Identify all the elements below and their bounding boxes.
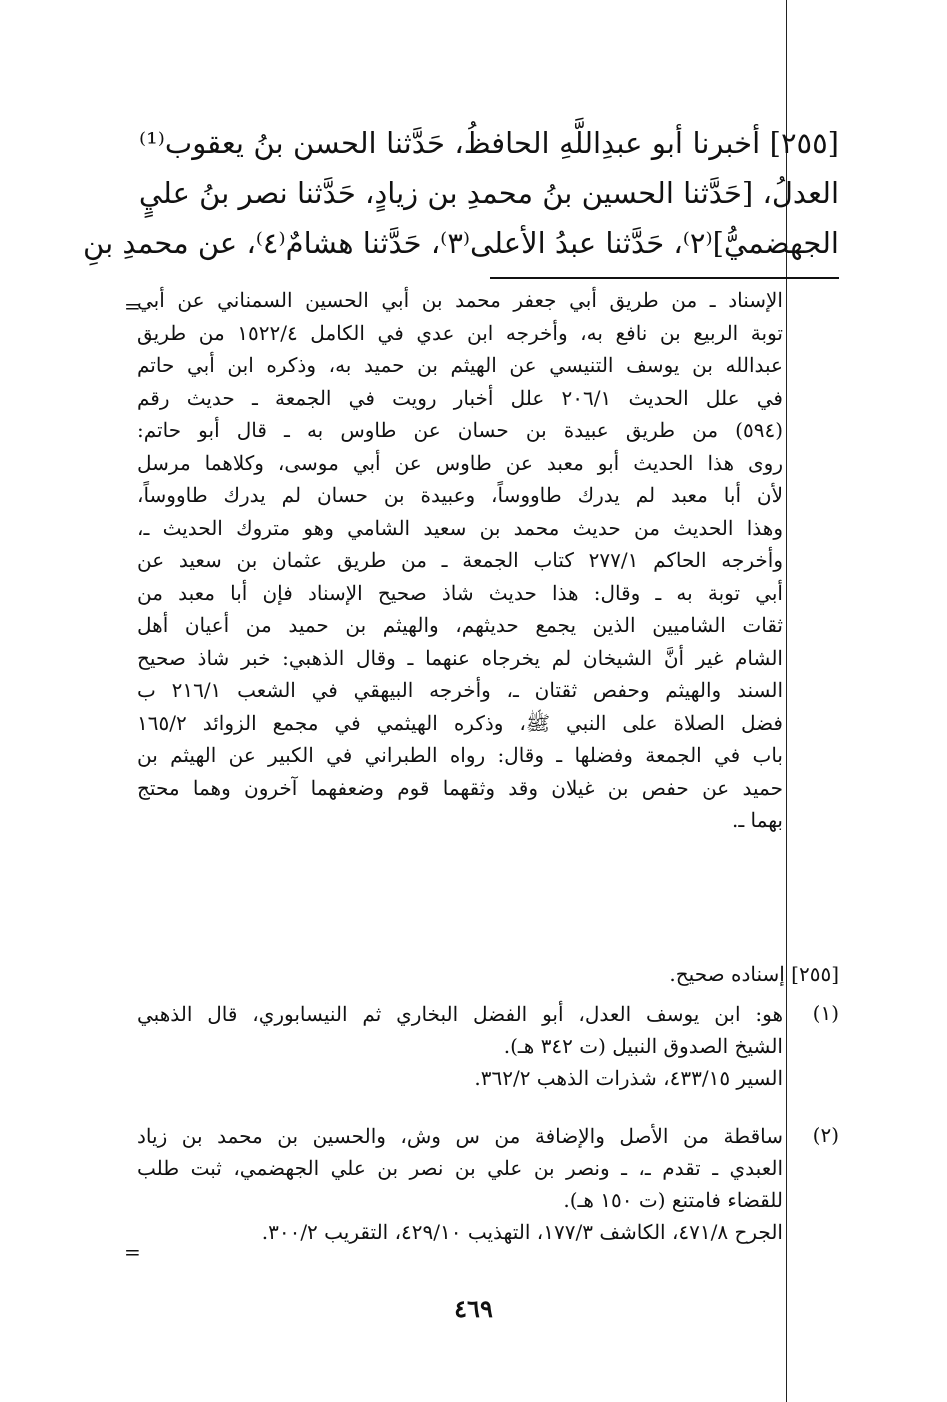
footnote-line: توبة الربيع بن نافع به، وأخرجه ابن عدي في الكامل ١٥٢٢/٤ من طريق (137, 320, 783, 345)
footnote-1 (137, 998, 783, 1094)
page-number: ٤٦٩ (454, 1294, 493, 1323)
footnote-line: وهذا الحديث من حديث محمد بن سعيد الشامي وهو متروك الحديث ـ، (137, 515, 783, 540)
main-text (83, 118, 839, 268)
main-text-line-3: الجهضميُّ]⁽٢⁾، حَدَّثنا عبدُ الأعلى⁽٣⁾، حَدَّثنا هشامٌ⁽٤⁾، عن محمدِ بنِ (83, 226, 839, 260)
footnote-line: السند والهيثم وحفص ثقتان ـ، وأخرجه البيهقي في الشعب ٢١٦/١ ب (137, 678, 783, 702)
footnote-heading: [٢٥٥] إسناده صحيح. (669, 962, 839, 986)
footnote-2 (137, 1120, 783, 1248)
footnote-line: الجرح ٤٧١/٨، الكاشف ١٧٧/٣، التهذيب ٤٢٩/١٠، التقريب ٣٠٠/٢. (261, 1220, 783, 1244)
footnote-line: وأخرجه الحاكم ٢٧٧/١ كتاب الجمعة ـ من طريق عثمان بن سعيد عن (137, 548, 783, 572)
footnote-line: باب في الجمعة وفضلها ـ وقال: رواه الطبراني في الكبير عن الهيثم بن (137, 743, 783, 767)
footnote-continuation (137, 284, 783, 837)
footnote-line: عبدالله بن يوسف التنيسي عن الهيثم بن حميد به، وذكره ابن أبي حاتم (137, 353, 783, 377)
footnote-line: الشيخ الصدوق النبيل (ت ٣٤٢ هـ). (503, 1034, 783, 1058)
footnote-line: فضل الصلاة على النبي ﷺ، وذكره الهيثمي في مجمع الزوائد ١٦٥/٢ (137, 710, 783, 735)
footnote-line: هو: ابن يوسف العدل، أبو الفضل البخاري ثم النيسابوري، قال الذهبي (137, 1002, 783, 1026)
bottom-continuation-marker: = (124, 1240, 141, 1264)
footnote-line: السير ٤٣٣/١٥، شذرات الذهب ٣٦٢/٢. (474, 1066, 783, 1090)
main-text-line-1: [٢٥٥] أخبرنا أبو عبدِاللَّهِ الحافظُ، حَدَّثنا الحسن بنُ يعقوب⁽¹⁾ (139, 126, 839, 160)
footnote-line: العبدي ـ تقدم ـ، ـ ونصر بن علي بن نصر بن علي الجهضمي، ثبت طلب (137, 1156, 783, 1180)
footnote-number-1: (١) (812, 1001, 839, 1025)
footnote-line: للقضاء فامتنع (ت ١٥٠ هـ). (563, 1188, 783, 1212)
footnote-line: (٥٩٤) من طريق عبيدة بن حسان عن طاوس به ـ قال أبو حاتم: (137, 418, 783, 442)
footnote-line: الإسناد ـ من طريق أبي جعفر محمد بن أبي الحسين السمناني عن أبي (137, 288, 783, 312)
main-text-line-2: العدلُ، [حَدَّثنا الحسين بنُ محمدِ بن زيادٍ، حَدَّثنا نصر بنُ عليٍ (138, 176, 839, 210)
continuation-marker: = (124, 294, 141, 318)
footnote-line: لأن أبا معبد لم يدرك طاووساً، وعبيدة بن حسان لم يدرك طاووساً، (137, 483, 783, 507)
footnote-separator (490, 277, 839, 279)
footnote-line: في علل الحديث ٢٠٦/١ علل أخبار رويت في الجمعة ـ حديث رقم (137, 385, 783, 410)
footnote-line: بهما ـ. (731, 808, 783, 832)
footnote-number-2: (٢) (812, 1123, 839, 1147)
footnote-line: ساقطة من الأصل والإضافة من س وش، والحسين بن محمد بن زياد (137, 1124, 784, 1148)
footnote-line: روى هذا الحديث أبو معبد عن طاوس عن أبي موسى، وكلاهما مرسل (137, 450, 783, 475)
footnote-line: أبي توبة به ـ وقال: هذا حديث شاذ صحيح الإسناد فإن أبا معبد من (137, 580, 783, 605)
footnote-line: الشام غير أنَّ الشيخان لم يخرجاه عنهما ـ وقال الذهبي: خبر شاذ صحيح (137, 645, 783, 670)
footnote-line: ثقات الشاميين الذين يجمع حديثهم، والهيثم بن حميد من أعيان أهل (137, 613, 783, 637)
footnote-line: حميد عن حفص بن غيلان وقد وثقهما قوم وضعفهما آخرون وهما محتج (137, 775, 783, 800)
